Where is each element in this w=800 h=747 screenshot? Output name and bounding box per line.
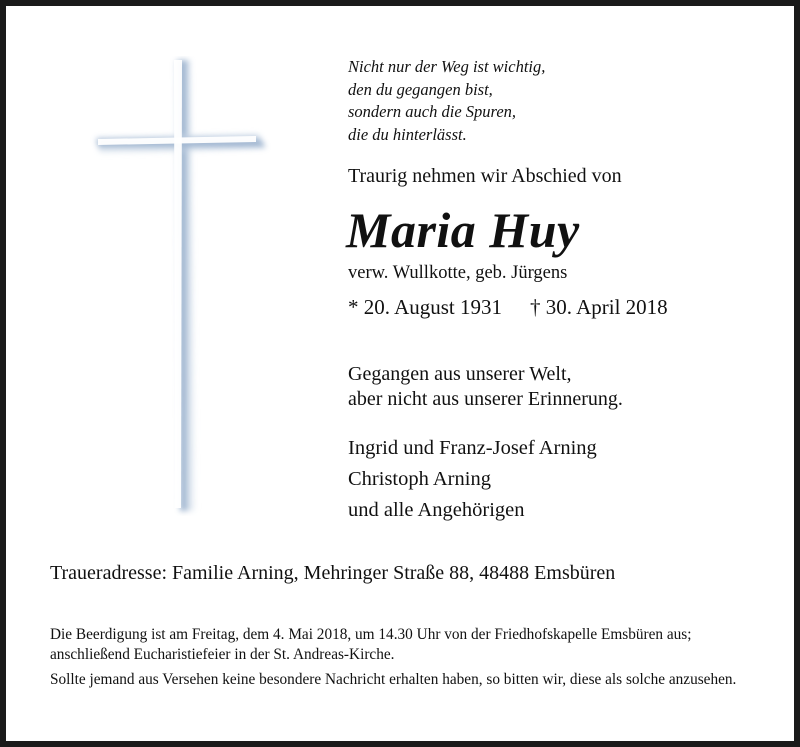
maiden-name: verw. Wullkotte, geb. Jürgens <box>348 263 568 283</box>
poem-line: Nicht nur der Weg ist wichtig, <box>348 57 546 76</box>
funeral-paragraph: Die Beerdigung ist am Freitag, dem 4. Mai 2018, um 14.30 Uhr von der Friedhofskapelle Emsbüren aus; anschließend Eucharistiefeier in der St. Andreas-Kirche. <box>50 626 692 663</box>
birth-date: * 20. August 1931 <box>348 295 503 319</box>
poem-line: den du gegangen bist, <box>348 79 493 99</box>
poem <box>348 56 545 146</box>
quote-line: aber nicht aus unserer Erinnerung. <box>348 388 623 410</box>
latin-cross-icon <box>90 56 272 516</box>
mourner: Ingrid und Franz-Josef Arning <box>348 437 597 459</box>
intro-text: Traurig nehmen wir Abschied von <box>348 165 622 187</box>
poem-line: die du hinterlässt. <box>348 124 467 144</box>
funeral-paragraph: Sollte jemand aus Versehen keine besondere Nachricht erhalten haben, so bitten wir, diese als solche anzusehen. <box>50 671 737 688</box>
mourner: Christoph Arning <box>348 468 491 490</box>
poem-line: sondern auch die Spuren, <box>348 102 517 121</box>
mourner: und alle Angehörigen <box>348 499 525 521</box>
life-dates <box>348 295 668 320</box>
mourning-address: Traueradresse: Familie Arning, Mehringer Straße 88, 48488 Emsbüren <box>50 562 616 584</box>
memorial-quote <box>348 362 623 412</box>
mourners-list <box>348 433 597 526</box>
quote-line: Gegangen aus unserer Welt, <box>348 363 572 385</box>
deceased-name: Maria Huy <box>346 202 580 258</box>
death-date: † 30. April 2018 <box>530 295 668 319</box>
funeral-info <box>50 625 770 696</box>
